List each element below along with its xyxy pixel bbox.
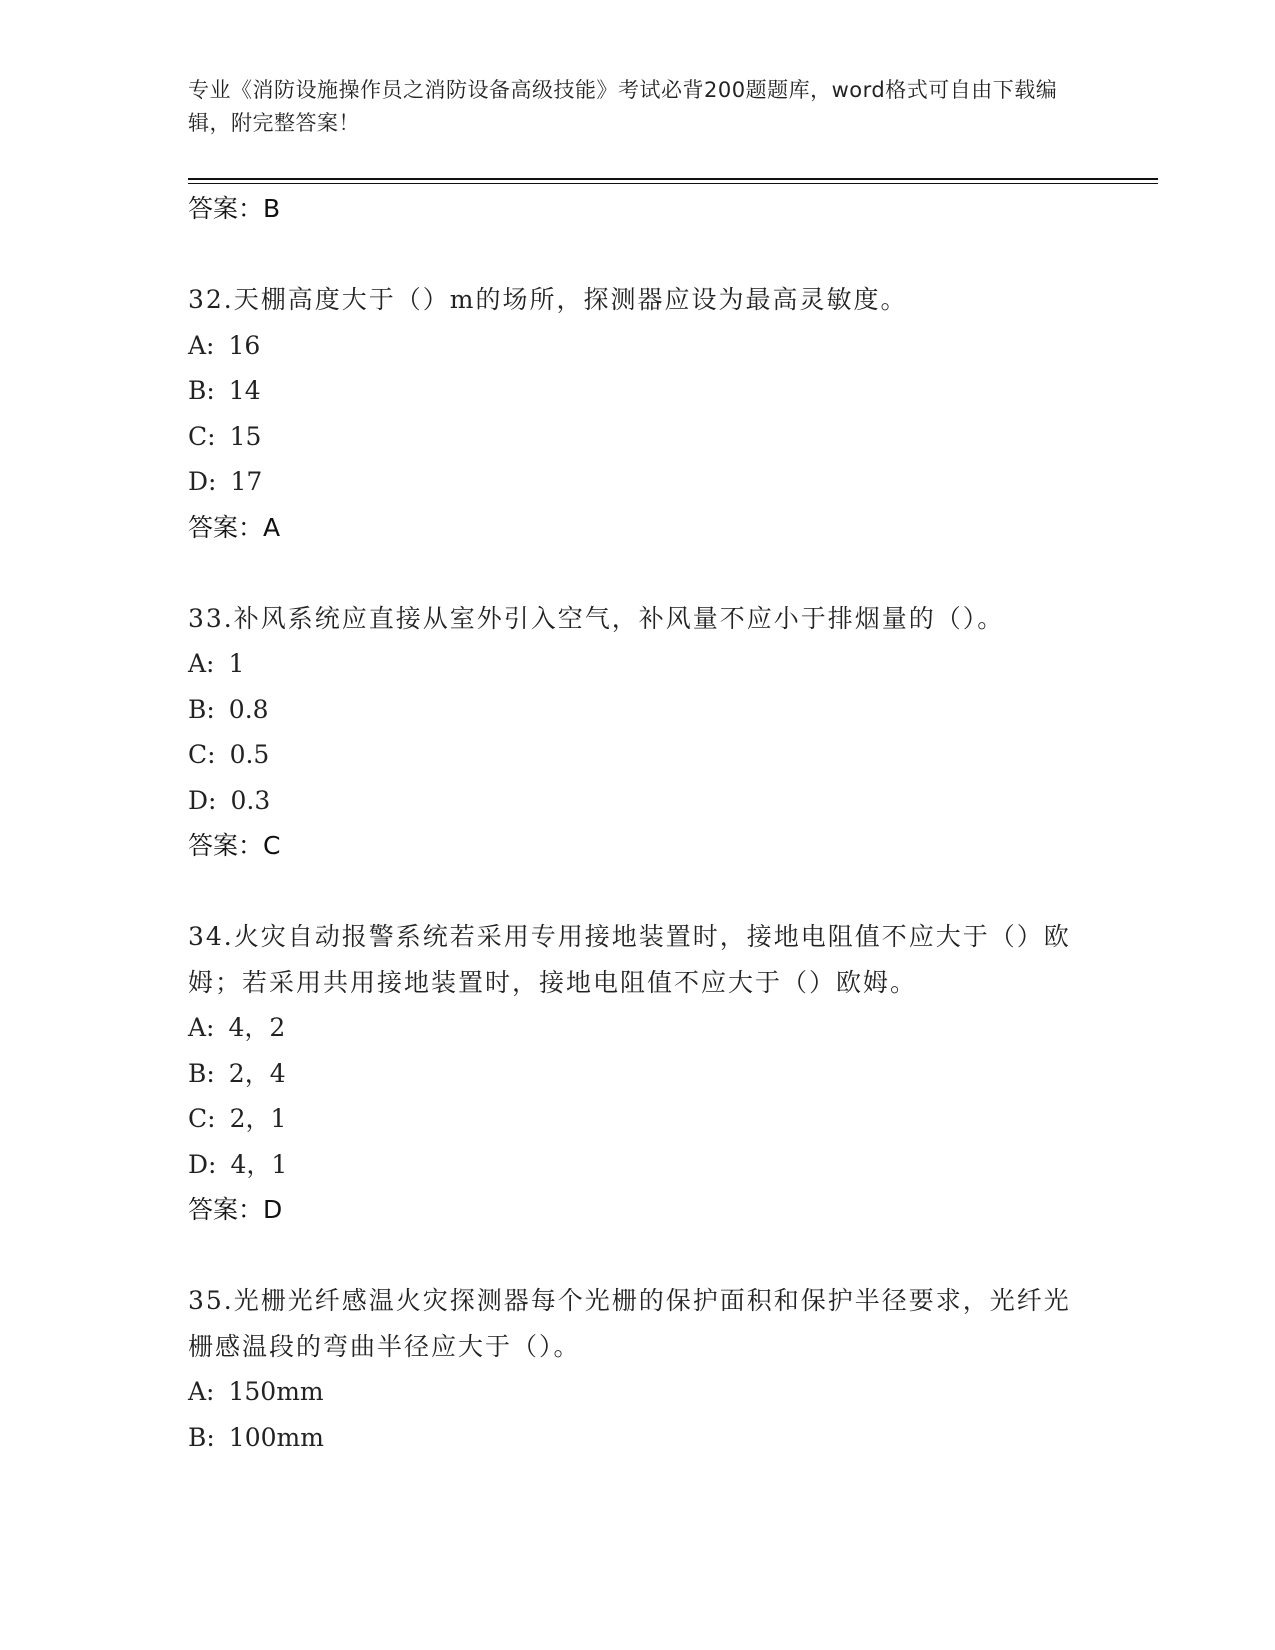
- answer-line: 答案：A: [188, 512, 281, 542]
- question-stem: 33.补风系统应直接从室外引入空气，补风量不应小于排烟量的（）。: [188, 603, 1005, 633]
- option-a: [188, 641, 1088, 687]
- option-a: [188, 1005, 1088, 1051]
- option-key: A:: [188, 1013, 215, 1042]
- question-item: [188, 596, 1088, 870]
- option-c: [188, 1096, 1088, 1142]
- question-item: [188, 914, 1088, 1233]
- spacer: [188, 869, 1088, 914]
- question-stem: 35.光栅光纤感温火灾探测器每个光栅的保护面积和保护半径要求，光纤光栅感温段的弯曲半径应大于（）。: [188, 1286, 1071, 1361]
- answer-line: 答案：C: [188, 831, 281, 860]
- question-stem: 32.天棚高度大于（）m的场所，探测器应设为最高灵敏度。: [188, 285, 908, 314]
- option-key: D:: [188, 1149, 217, 1179]
- option-d: [188, 459, 1088, 505]
- spacer: [188, 1233, 1088, 1278]
- option-key: A:: [188, 1377, 215, 1406]
- option-b: [188, 368, 1088, 414]
- option-d: [188, 1142, 1088, 1188]
- option-value: 15: [229, 421, 262, 451]
- option-key: C:: [188, 740, 216, 769]
- option-c: [188, 732, 1088, 778]
- option-value: 17: [230, 467, 263, 496]
- question-stem: 34.火灾自动报警系统若采用专用接地装置时，接地电阻值不应大于（）欧姆；若采用共用接地装置时，接地电阻值不应大于（）欧姆。: [188, 922, 1071, 997]
- question-item: [188, 277, 1088, 551]
- option-key: C:: [188, 1104, 216, 1133]
- spacer: [188, 551, 1088, 596]
- option-value: 0.5: [229, 740, 270, 769]
- option-value: 16: [228, 330, 261, 360]
- option-key: B:: [188, 1058, 215, 1088]
- option-key: B:: [188, 694, 215, 724]
- option-b: [188, 1051, 1088, 1097]
- option-value: 14: [228, 376, 261, 405]
- previous-answer: 答案：B: [188, 194, 281, 223]
- answer-line: 答案：D: [188, 1195, 283, 1224]
- option-value: 4，2: [228, 1013, 286, 1042]
- option-value: 100mm: [228, 1422, 324, 1452]
- option-b: [188, 687, 1088, 733]
- option-key: B:: [188, 376, 215, 405]
- option-d: [188, 778, 1088, 824]
- option-c: [188, 414, 1088, 460]
- option-a: [188, 323, 1088, 369]
- option-key: D:: [188, 785, 217, 815]
- document-header: 专业《消防设施操作员之消防设备高级技能》考试必背200题题库，word格式可自由下载编辑，附完整答案！: [188, 78, 1058, 135]
- option-key: B:: [188, 1422, 215, 1452]
- option-value: 2，1: [229, 1104, 287, 1133]
- option-value: 0.8: [228, 694, 269, 724]
- option-a: [188, 1369, 1088, 1415]
- header-divider-thick: [188, 178, 1158, 180]
- question-list: [188, 186, 1088, 1460]
- question-item: [188, 1278, 1088, 1460]
- option-key: A:: [188, 330, 215, 360]
- option-b: [188, 1415, 1088, 1461]
- option-key: D:: [188, 467, 217, 496]
- option-value: 1: [228, 649, 245, 678]
- option-value: 4，1: [230, 1149, 288, 1179]
- option-value: 0.3: [230, 785, 271, 815]
- header-divider-thin: [188, 183, 1158, 184]
- spacer: [188, 232, 1088, 277]
- option-key: C:: [188, 421, 216, 451]
- option-value: 2，4: [228, 1058, 286, 1088]
- option-value: 150mm: [228, 1377, 324, 1406]
- option-key: A:: [188, 649, 215, 678]
